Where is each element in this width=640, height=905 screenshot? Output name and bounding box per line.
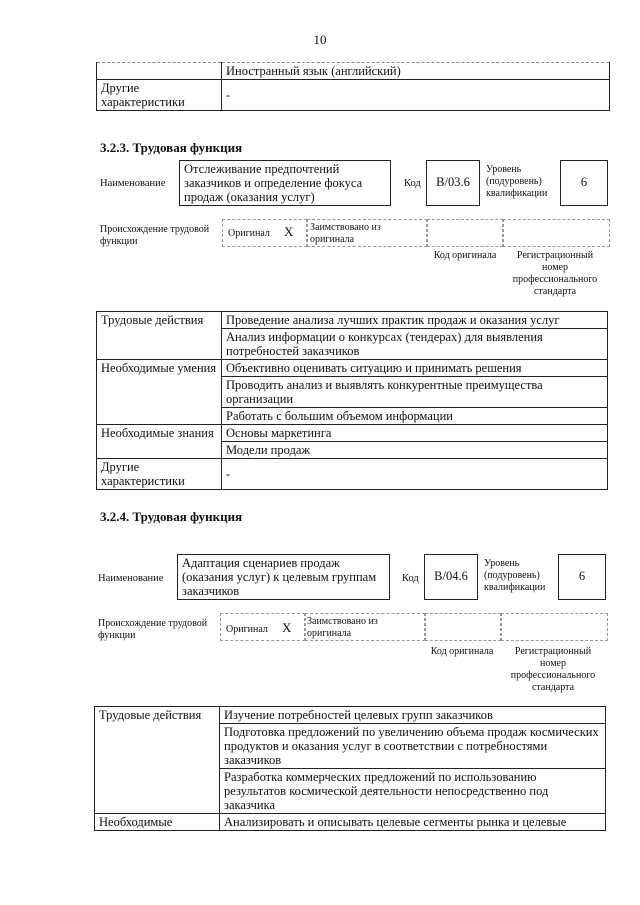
code-original-label-323: Код оригинала bbox=[433, 250, 497, 261]
row-label-323-actions: Трудовые действия bbox=[97, 312, 222, 360]
top-row2-label: Другие характеристики bbox=[97, 80, 222, 111]
level-label-323: Уровень (подуровень) квалификации bbox=[486, 164, 548, 199]
borrowed-label-324: Заимствовано из оригинала bbox=[307, 616, 378, 639]
level-label-324: Уровень (подуровень) квалификации bbox=[484, 558, 546, 593]
table-row: Модели продаж bbox=[222, 442, 608, 459]
name-value-324: Адаптация сценариев продаж (оказания услуг) к целевым группам заказчиков bbox=[177, 554, 390, 600]
origin-label-323: Происхождение трудовой функции bbox=[100, 224, 210, 247]
top-row2-value: - bbox=[222, 80, 610, 111]
original-label-324: Оригинал bbox=[226, 624, 268, 635]
level-value-323: 6 bbox=[560, 160, 608, 206]
section-title-323: 3.2.3. Трудовая функция bbox=[100, 140, 243, 155]
name-value-323: Отслеживание предпочтений заказчиков и определение фокуса продаж (оказания услуг) bbox=[179, 160, 391, 206]
table-row: Разработка коммерческих предложений по использованию результатов космической деятельности непосредственно под заказчика bbox=[220, 769, 606, 814]
table-row: Проведение анализа лучших практик продаж и оказания услуг bbox=[222, 312, 608, 329]
functions-table-324 bbox=[94, 706, 606, 831]
row-label-323-knowledge: Необходимые знания bbox=[97, 425, 222, 459]
origin-label-324: Происхождение трудовой функции bbox=[98, 618, 208, 641]
table-row: Изучение потребностей целевых групп заказчиков bbox=[220, 707, 606, 724]
original-mark-323: X bbox=[284, 224, 294, 239]
table-row: Подготовка предложений по увеличению объема продаж космических продуктов и оказания услуг в соответствии с потребностями заказчиков bbox=[220, 724, 606, 769]
code-label-323: Код bbox=[404, 178, 421, 189]
row-label-323-other: Другие характеристики bbox=[97, 459, 222, 490]
table-row: Объективно оценивать ситуацию и принимать решения bbox=[222, 360, 608, 377]
name-label-323: Наименование bbox=[100, 178, 166, 189]
original-mark-324: X bbox=[282, 620, 292, 635]
reg-number-label-323: Регистрационный номер профессионального стандарта bbox=[512, 250, 598, 297]
row-label-324-skills: Необходимые bbox=[95, 814, 220, 831]
table-row: Анализировать и описывать целевые сегменты рынка и целевые bbox=[220, 814, 606, 831]
level-value-324: 6 bbox=[558, 554, 606, 600]
code-original-label-324: Код оригинала bbox=[430, 646, 494, 657]
table-row: Проводить анализ и выявлять конкурентные преимущества организации bbox=[222, 377, 608, 408]
row-label-323-skills: Необходимые умения bbox=[97, 360, 222, 425]
table-row: Анализ информации о конкурсах (тендерах) для выявления потребностей заказчиков bbox=[222, 329, 608, 360]
row-label-324-actions: Трудовые действия bbox=[95, 707, 220, 814]
table-row: - bbox=[222, 459, 608, 490]
original-label-323: Оригинал bbox=[228, 228, 270, 239]
table-row: Основы маркетинга bbox=[222, 425, 608, 442]
code-value-323: B/03.6 bbox=[426, 160, 480, 206]
name-label-324: Наименование bbox=[98, 573, 164, 584]
top-table bbox=[96, 62, 610, 111]
code-label-324: Код bbox=[402, 573, 419, 584]
section-title-324: 3.2.4. Трудовая функция bbox=[100, 509, 243, 524]
page-number: 10 bbox=[313, 32, 327, 47]
reg-number-label-324: Регистрационный номер профессионального стандарта bbox=[510, 646, 596, 693]
borrowed-label-323: Заимствовано из оригинала bbox=[310, 222, 381, 245]
table-row: Работать с большим объемом информации bbox=[222, 408, 608, 425]
top-row1-value: Иностранный язык (английский) bbox=[222, 63, 610, 80]
functions-table-323 bbox=[96, 311, 608, 490]
code-value-324: B/04.6 bbox=[424, 554, 478, 600]
